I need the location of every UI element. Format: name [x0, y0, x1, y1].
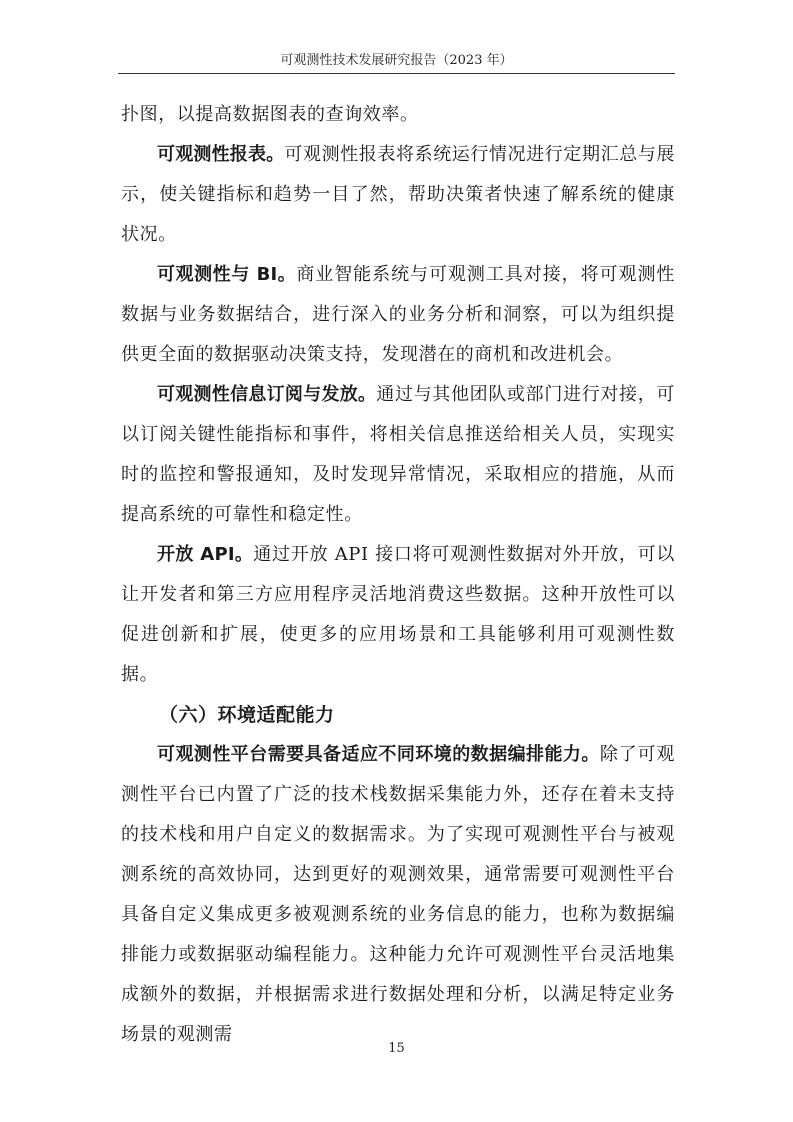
paragraph-lead: 可观测性信息订阅与发放。 — [157, 384, 377, 405]
paragraph-text: 通过开放 API 接口将可观测性数据对外开放，可以让开发者和第三方应用程序灵活地消费这些数据。这种开放性可以促进创新和扩展，使更多的应用场景和工具能够利用可观测性数据。 — [121, 544, 675, 685]
section-heading: （六）环境适配能力 — [159, 704, 335, 726]
page-body — [121, 95, 675, 1055]
page-number: 15 — [388, 1041, 405, 1056]
paragraph-lead: 可观测性与 BI。 — [157, 264, 297, 285]
paragraph-text: 通过与其他团队或部门进行对接，可以订阅关键性能指标和事件，将相关信息推送给相关人员，实现实时的监控和警报通知，及时发现异常情况，采取相应的措施，从而提高系统的可靠性和稳定性。 — [121, 384, 675, 525]
paragraph-text: 除了可观测性平台已内置了广泛的技术栈数据采集能力外，还存在着未支持的技术栈和用户自定义的数据需求。为了实现可观测性平台与被观测系统的高效协同，达到更好的观测效果，通常需要可观测性平台具备自定义集成更多被观测系统的业务信息的能力，也称为数据编排能力或数据驱动编程能力。这种能力允许可观测性平台灵活地集成额外的数据，并根据需求进行数据处理和分析，以满足特定业务场景的观测需 — [121, 744, 675, 1045]
paragraph-text: 可观测性报表将系统运行情况进行定期汇总与展示，使关键指标和趋势一目了然，帮助决策者快速了解系统的健康状况。 — [121, 144, 676, 245]
paragraph-lead: 开放 API。 — [157, 544, 254, 565]
paragraph-text: 商业智能系统与可观测工具对接，将可观测性数据与业务数据结合，进行深入的业务分析和洞察，可以为组织提供更全面的数据驱动决策支持，发现潜在的商机和改进机会。 — [121, 264, 676, 365]
paragraph-observability-reports — [121, 135, 675, 255]
paragraph-lead: 可观测性平台需要具备适应不同环境的数据编排能力。 — [157, 744, 600, 765]
paragraph-open-api — [121, 535, 675, 695]
running-header: 可观测性技术发展研究报告（2023 年） — [280, 53, 513, 68]
paragraph-subscription-distribution — [121, 375, 675, 535]
paragraph-data-orchestration — [121, 735, 675, 1055]
paragraph-text: 扑图，以提高数据图表的查询效率。 — [121, 104, 419, 125]
header-divider — [118, 73, 675, 74]
paragraph-continuation — [121, 95, 675, 135]
paragraph-observability-bi — [121, 255, 675, 375]
paragraph-lead: 可观测性报表。 — [157, 144, 285, 165]
